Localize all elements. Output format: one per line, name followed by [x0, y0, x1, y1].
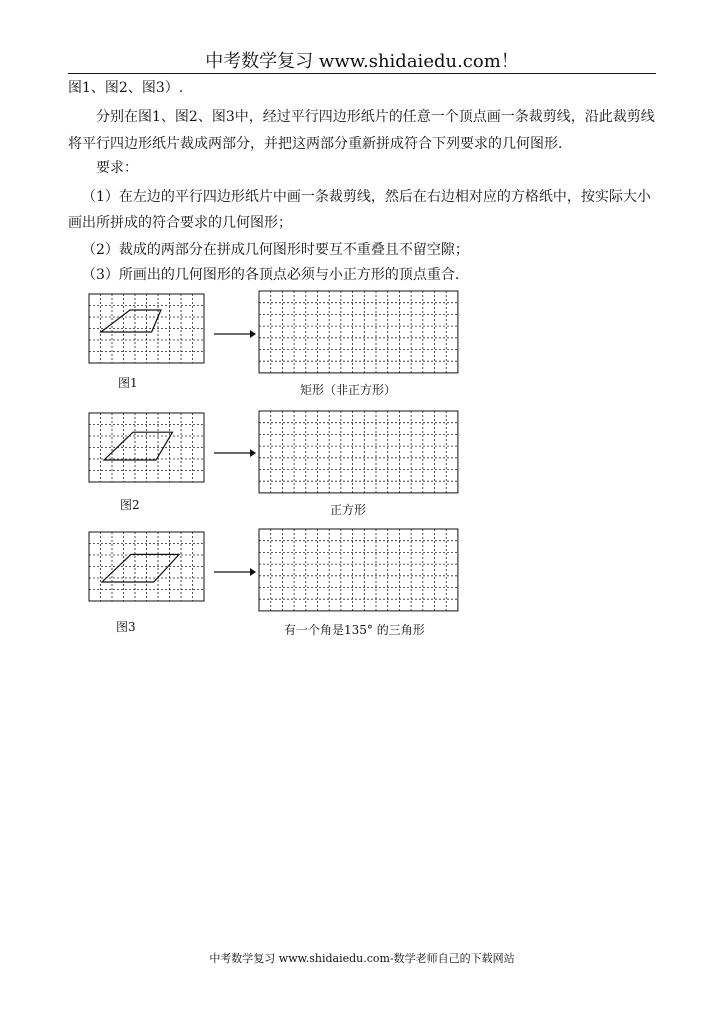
figure-2-answer-grid — [258, 410, 464, 494]
figure-1-answer-grid — [258, 290, 464, 374]
header-divider — [68, 73, 656, 74]
figure-3-answer-grid — [258, 528, 464, 612]
figure-2-target-label: 正方形 — [330, 503, 367, 517]
figure-3-arrow — [212, 566, 256, 578]
requirement-2: （2）裁成的两部分在拼成几何图形时要互不重叠且不留空隙； — [82, 242, 469, 258]
page-header: 中考数学复习 www.shidaiedu.com！ — [205, 51, 519, 72]
requirements-title: 要求： — [96, 160, 138, 176]
figure-2-parallelogram-grid — [88, 412, 208, 492]
figure-3-parallelogram-grid — [88, 531, 208, 611]
figure-3-label: 图3 — [116, 620, 136, 634]
figure-3-target-label: 有一个角是135° 的三角形 — [284, 623, 425, 637]
figure-1-parallelogram-grid — [88, 293, 208, 373]
figure-2-arrow — [212, 447, 256, 459]
figure-1-target-label: 矩形（非正方形） — [300, 383, 397, 397]
figure-2-label: 图2 — [120, 498, 140, 512]
figure-1-label: 图1 — [118, 376, 138, 390]
instruction-paragraph: 分别在图1、图2、图3中，经过平行四边形纸片的任意一个顶点画一条裁剪线，沿此裁剪线将平行四边形纸片裁成两部分，并把这两部分重新拼成符合下列要求的几何图形. — [68, 109, 655, 152]
intro-line: 图1、图2、图3）. — [68, 80, 184, 96]
figure-1-arrow — [212, 328, 256, 340]
requirement-3: （3）所画出的几何图形的各顶点必须与小正方形的顶点重合. — [82, 267, 460, 283]
requirement-1: （1）在左边的平行四边形纸片中画一条裁剪线，然后在右边相对应的方格纸中，按实际大小画出所拼成的符合要求的几何图形； — [68, 189, 651, 231]
page-footer: 中考数学复习 www.shidaiedu.com-数学老师自己的下载网站 — [209, 952, 515, 965]
